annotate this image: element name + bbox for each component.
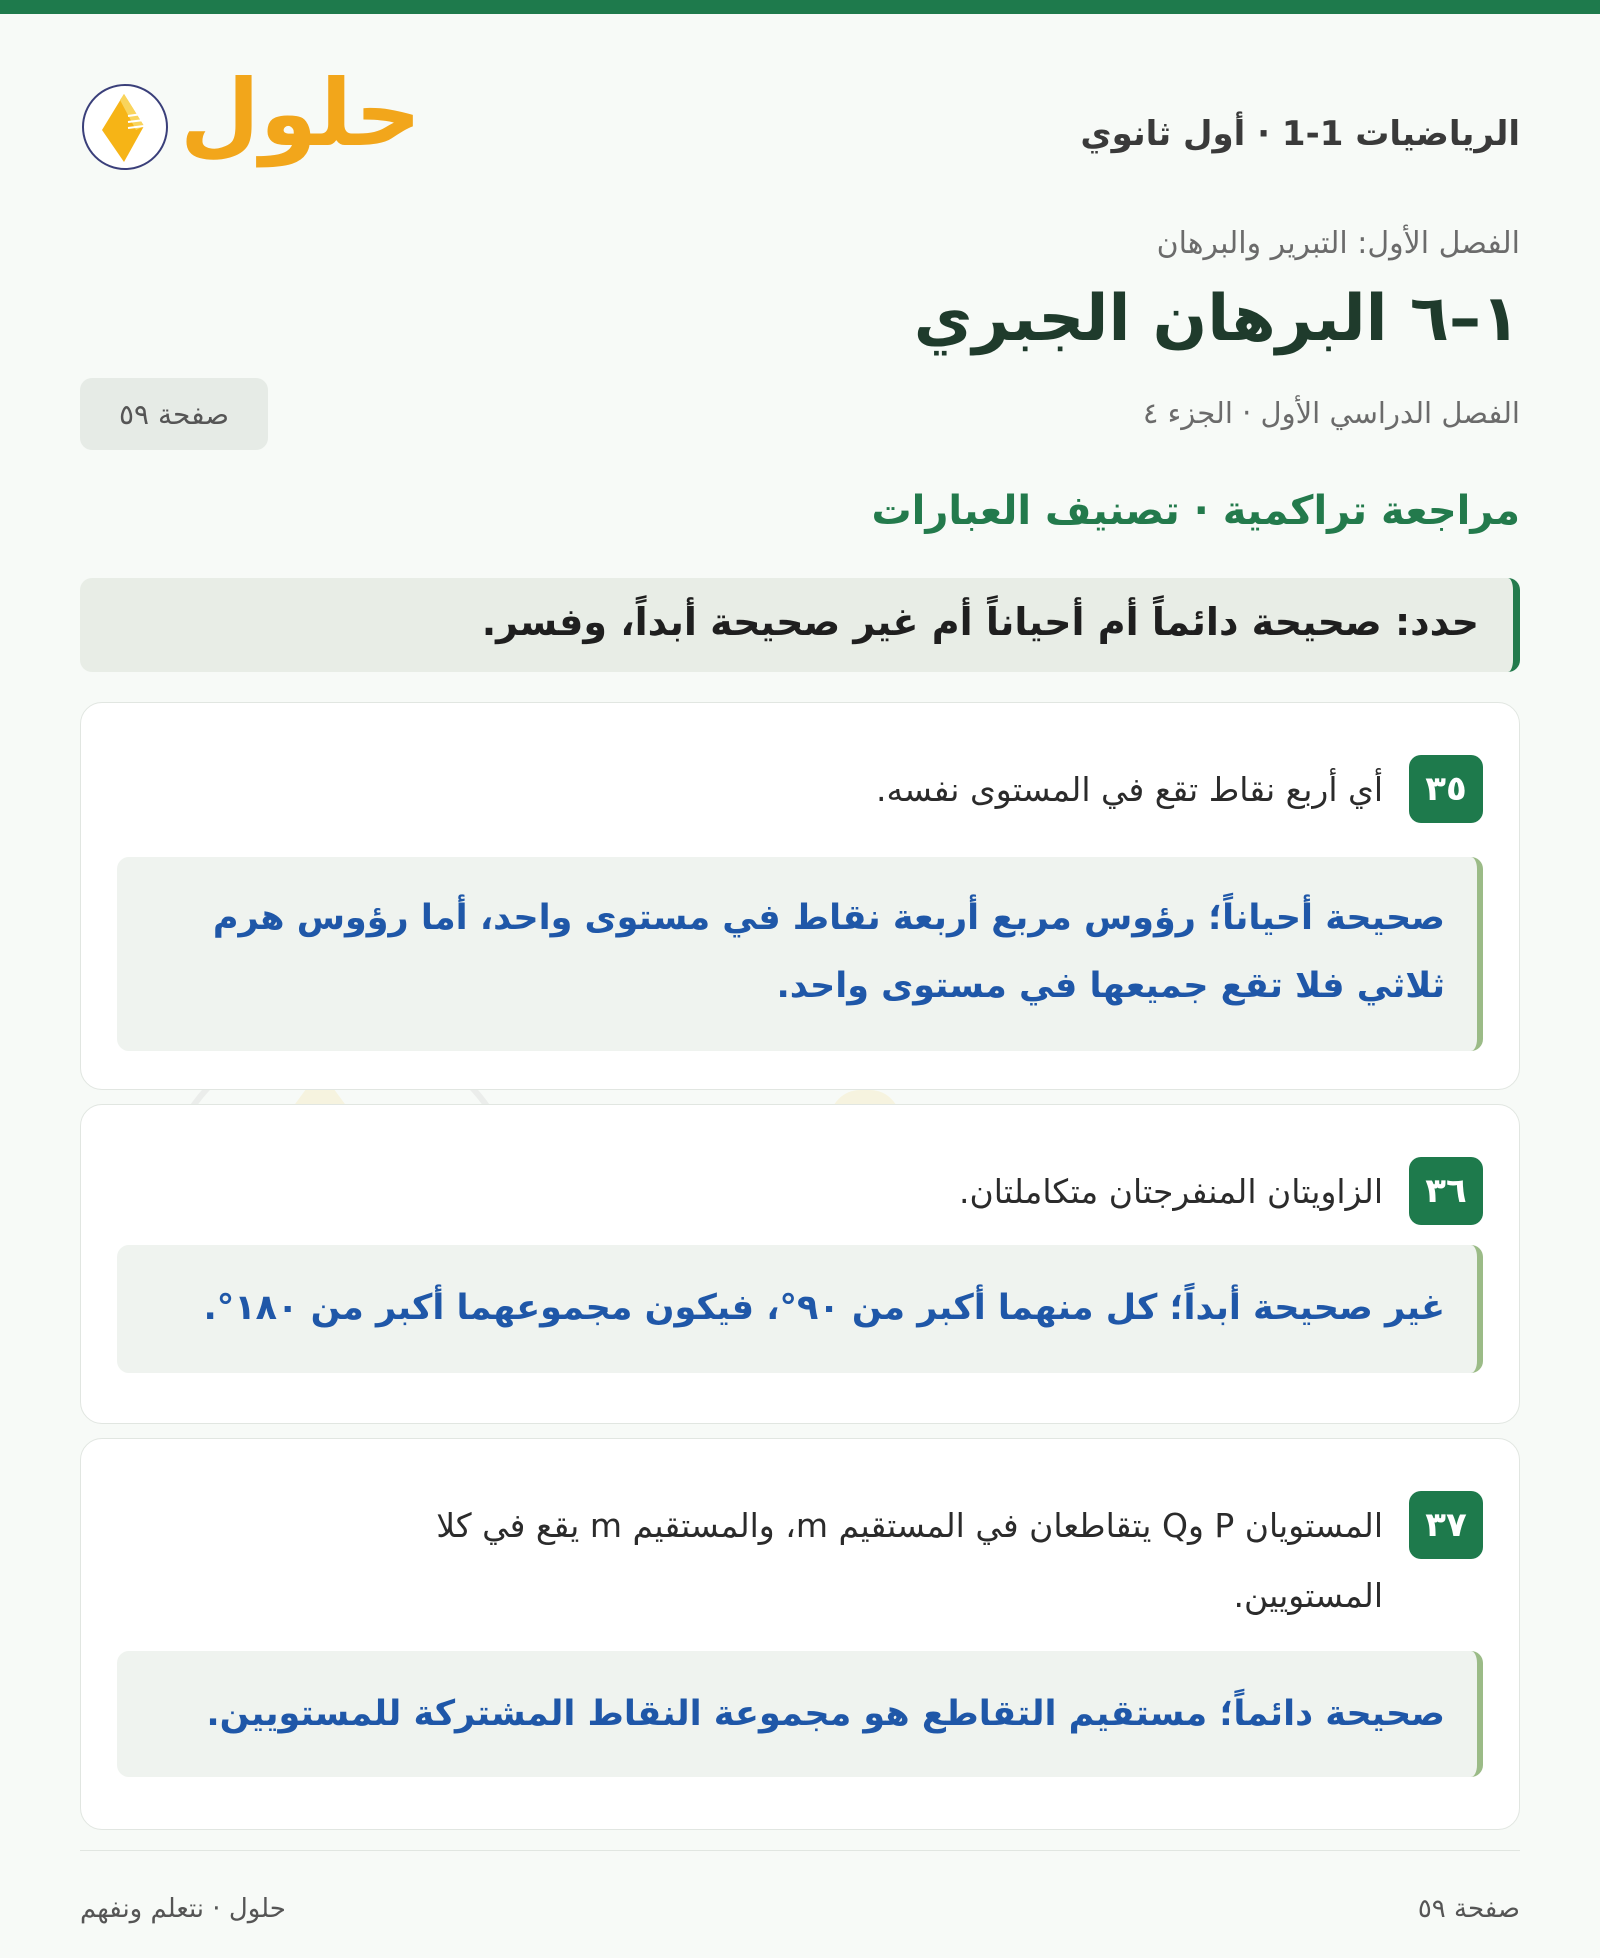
question-number-badge: ٣٦ (1409, 1157, 1483, 1225)
lesson-title: ١–٦ البرهان الجبري (913, 282, 1520, 356)
question-number-badge: ٣٥ (1409, 755, 1483, 823)
top-accent-bar (0, 0, 1600, 14)
answer-text-line-1: صحيحة أحياناً؛ رؤوس مربع أربعة نقاط في مستوى واحد، أما رؤوس هرم (212, 898, 1445, 938)
question-card-36 (80, 1104, 1520, 1424)
instruction-box (80, 578, 1520, 672)
chapter-label: الفصل الأول: التبرير والبرهان (1156, 226, 1520, 261)
term-label: الفصل الدراسي الأول · الجزء ٤ (1142, 396, 1520, 430)
question-text: أي أربع نقاط تقع في المستوى نفسه. (875, 770, 1383, 809)
answer-box (117, 1651, 1483, 1777)
answer-box (117, 1245, 1483, 1373)
page-content (80, 14, 1520, 1958)
question-text-line-1: المستويان P وQ يتقاطعان في المستقيم m، والمستقيم m يقع في كلا (436, 1506, 1383, 1545)
logo-text: حلول (180, 60, 422, 167)
footer-brand: حلول · نتعلم ونفهم (80, 1894, 286, 1924)
footer-divider (80, 1850, 1520, 1851)
brand-logo[interactable] (80, 60, 422, 186)
question-text-line-2: المستويين. (1233, 1576, 1383, 1615)
instruction-text: حدد: صحيحة دائماً أم أحياناً أم غير صحيحة أبداً، وفسر. (481, 600, 1479, 644)
footer-page-number: صفحة ٥٩ (1417, 1894, 1520, 1924)
question-card-35 (80, 702, 1520, 1090)
answer-text-line-2: ثلاثي فلا تقع جميعها في مستوى واحد. (776, 966, 1445, 1006)
answer-text-line-1: صحيحة دائماً؛ مستقيم التقاطع هو مجموعة النقاط المشتركة للمستويين. (206, 1694, 1445, 1734)
answer-text-line-1: غير صحيحة أبداً؛ كل منهما أكبر من ٩٠°، فيكون مجموعهما أكبر من ١٨٠°. (203, 1288, 1445, 1328)
book-logo-icon (80, 82, 170, 172)
question-card-37 (80, 1438, 1520, 1830)
question-text: الزاويتان المنفرجتان متكاملتان. (958, 1172, 1383, 1211)
answer-box (117, 857, 1483, 1051)
section-title: مراجعة تراكمية · تصنيف العبارات (871, 488, 1520, 534)
page-number-badge: صفحة ٥٩ (80, 378, 268, 450)
question-number-badge: ٣٧ (1409, 1491, 1483, 1559)
subject-title: الرياضيات 1-1 · أول ثانوي (1080, 114, 1520, 154)
page-header (80, 60, 1520, 176)
